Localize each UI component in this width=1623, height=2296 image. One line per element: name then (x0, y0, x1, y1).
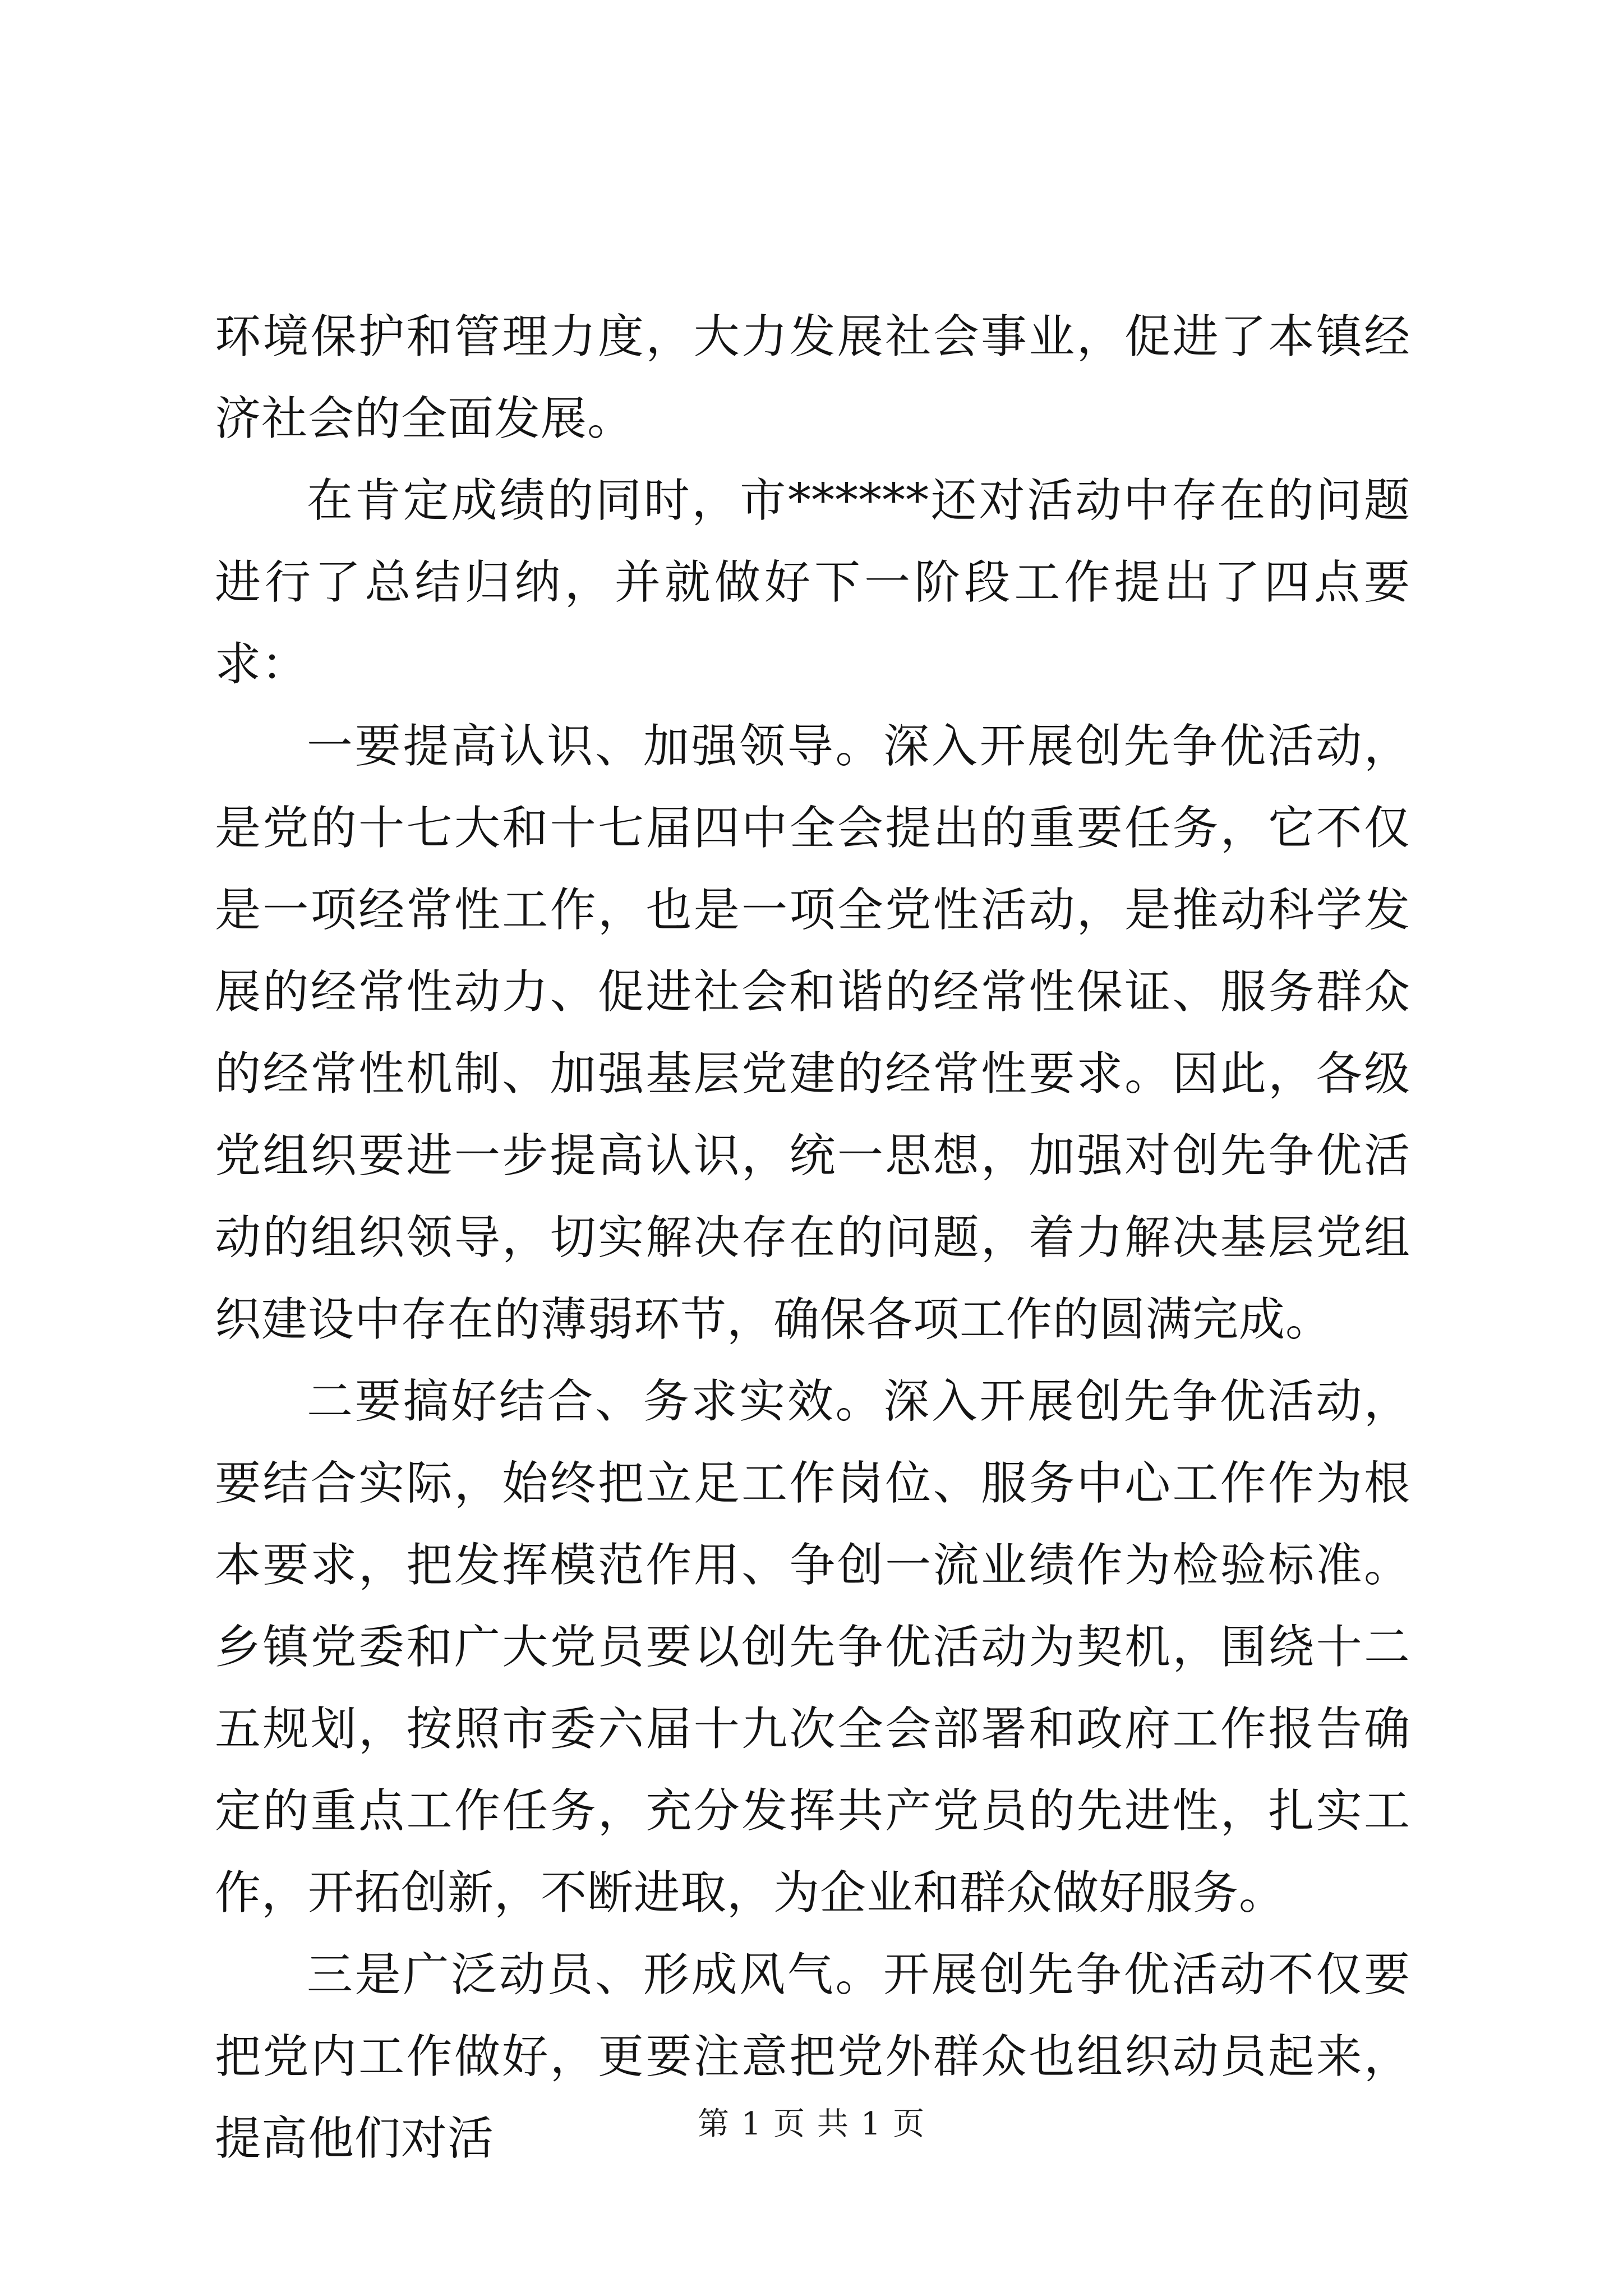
page-number-label: 第 1 页 共 1 页 (697, 2106, 926, 2142)
document-body (215, 296, 1410, 2180)
paragraph: 环境保护和管理力度，大力发展社会事业，促进了本镇经济社会的全面发展。 (215, 310, 1410, 445)
paragraph: 在肯定成绩的同时，市******还对活动中存在的问题进行了总结归纳，并就做好下一阶段工作提出了四点要求： (215, 474, 1410, 691)
page-footer (0, 2105, 1623, 2144)
paragraph: 一要提高认识、加强领导。深入开展创先争优活动，是党的十七大和十七届四中全会提出的重要任务，它不仅是一项经常性工作，也是一项全党性活动，是推动科学发展的经常性动力、促进社会和谐的经常性保证、服务群众的经常性机制、加强基层党建的经常性要求。因此，各级党组织要进一步提高认识，统一思想，加强对创先争优活动的组织领导，切实解决存在的问题，着力解决基层党组织建设中存在的薄弱环节，确保各项工作的圆满完成。 (215, 720, 1410, 1346)
paragraph: 二要搞好结合、务求实效。深入开展创先争优活动，要结合实际，始终把立足工作岗位、服务中心工作作为根本要求，把发挥模范作用、争创一流业绩作为检验标准。乡镇党委和广大党员要以创先争优活动为契机，围绕十二五规划，按照市委六届十九次全会部署和政府工作报告确定的重点工作任务，充分发挥共产党员的先进性，扎实工作，开拓创新，不断进取，为企业和群众做好服务。 (215, 1375, 1410, 1920)
paragraph: 三是广泛动员、形成风气。开展创先争优活动不仅要把党内工作做好，更要注意把党外群众也组织动员起来，提高他们对活 (215, 1948, 1410, 2165)
